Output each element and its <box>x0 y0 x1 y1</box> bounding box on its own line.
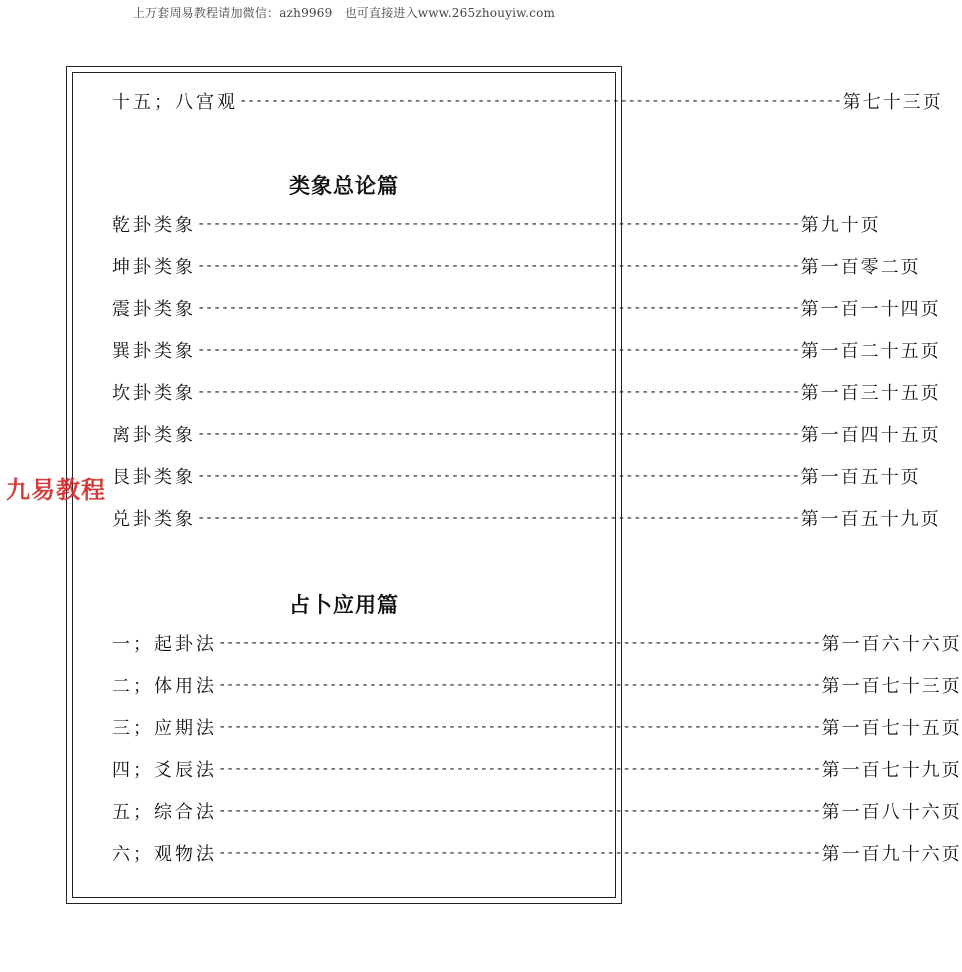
toc-entry <box>112 628 962 658</box>
toc-leader: ---------------------------------------------------------------------------- <box>197 468 800 484</box>
toc-entry <box>112 335 941 365</box>
toc-entry-page: 第一百五十九页 <box>800 509 941 530</box>
toc-entry <box>112 838 962 868</box>
toc-entry-page: 第一百七十五页 <box>821 718 962 739</box>
toc-entry-page: 第一百四十五页 <box>800 425 941 446</box>
toc-entry <box>112 503 941 533</box>
toc-leader: ---------------------------------------------------------------------------- <box>197 510 800 526</box>
toc-entry-label: 坎卦类象 <box>112 383 196 404</box>
toc-leader: ---------------------------------------------------------------------------- <box>197 258 800 274</box>
toc-entry-label: 离卦类象 <box>112 425 196 446</box>
toc-leader: ---------------------------------------------------------------------------- <box>197 342 800 358</box>
toc-entry-page: 第一百二十五页 <box>800 341 941 362</box>
toc-entry <box>112 377 941 407</box>
toc-entry <box>112 251 921 281</box>
toc-leader: ---------------------------------------------------------------------------- <box>218 761 821 777</box>
toc-entry <box>112 712 962 742</box>
toc-leader: ---------------------------------------------------------------------------- <box>197 426 800 442</box>
toc-entry-label: 十五；八宫观 <box>112 92 238 113</box>
toc-entry-label: 乾卦类象 <box>112 215 196 236</box>
toc-entry-page: 第一百七十三页 <box>821 676 962 697</box>
watermark-logo: 九易教程 <box>6 476 106 504</box>
toc-entry-label: 三；应期法 <box>112 718 217 739</box>
toc-entry-page: 第九十页 <box>800 215 881 236</box>
toc-entry-page: 第一百五十页 <box>800 467 921 488</box>
toc-leader: ---------------------------------------------------------------------------- <box>197 300 800 316</box>
section-title: 占卜应用篇 <box>289 593 399 617</box>
toc-entry-page: 第一百九十六页 <box>821 844 962 865</box>
toc-entry-label: 五；综合法 <box>112 802 217 823</box>
toc-entry-label: 巽卦类象 <box>112 341 196 362</box>
toc-entry <box>112 293 941 323</box>
toc-leader: ---------------------------------------------------------------------------- <box>218 677 821 693</box>
toc-entry <box>112 419 941 449</box>
toc-leader: ---------------------------------------------------------------------------- <box>218 803 821 819</box>
toc-entry <box>112 670 962 700</box>
toc-entry <box>112 796 962 826</box>
toc-entry-page: 第一百八十六页 <box>821 802 962 823</box>
toc-entry-label: 二；体用法 <box>112 676 217 697</box>
toc-entry-label: 震卦类象 <box>112 299 196 320</box>
toc-entry-label: 兑卦类象 <box>112 509 196 530</box>
toc-entry <box>112 209 881 239</box>
toc-entry <box>112 754 962 784</box>
toc-entry-page: 第七十三页 <box>842 92 943 113</box>
toc-leader: ---------------------------------------------------------------------------- <box>239 93 842 109</box>
toc-entry-label: 一；起卦法 <box>112 634 217 655</box>
toc-entry-page: 第一百零二页 <box>800 257 921 278</box>
toc-entry-label: 坤卦类象 <box>112 257 196 278</box>
toc-leader: ---------------------------------------------------------------------------- <box>197 216 800 232</box>
toc-entry-page: 第一百三十五页 <box>800 383 941 404</box>
toc-leader: ---------------------------------------------------------------------------- <box>218 719 821 735</box>
toc-entry <box>112 461 921 491</box>
toc-leader: ---------------------------------------------------------------------------- <box>218 845 821 861</box>
toc-entry-page: 第一百六十六页 <box>821 634 962 655</box>
section-title: 类象总论篇 <box>289 174 399 198</box>
toc-leader: ---------------------------------------------------------------------------- <box>218 635 821 651</box>
toc-leader: ---------------------------------------------------------------------------- <box>197 384 800 400</box>
toc-entry-label: 六；观物法 <box>112 844 217 865</box>
toc-entry-label: 艮卦类象 <box>112 467 196 488</box>
toc-entry <box>112 86 943 116</box>
toc-entry-page: 第一百七十九页 <box>821 760 962 781</box>
toc-entry-label: 四；爻辰法 <box>112 760 217 781</box>
header-note[interactable]: 上万套周易教程请加微信：azh9969 也可直接进入www.265zhouyiw.com <box>132 6 556 20</box>
toc-entry-page: 第一百一十四页 <box>800 299 941 320</box>
